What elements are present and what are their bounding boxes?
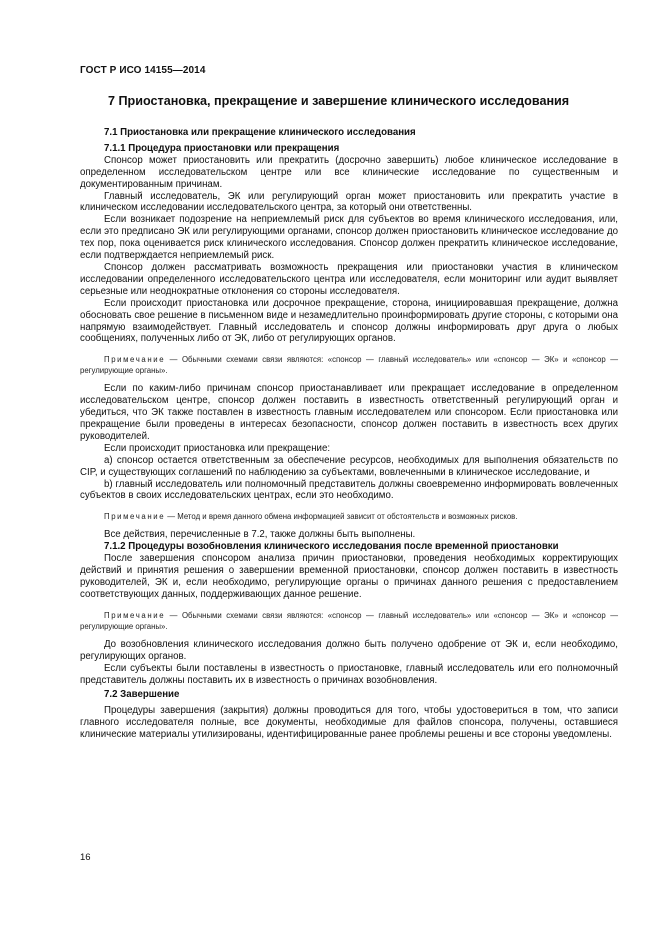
subsection-heading: 7.2 Завершение (104, 689, 180, 701)
paragraph: Спонсор должен рассматривать возможность прекращения или приостановки участия в клиническом исследовании определенного исследовательского центра или исследователя, если мониторинг или аудит выявляет серьезные или неоднократные отклонения со стороны исследователя. (80, 261, 618, 297)
subsubsection-heading: 7.1.1 Процедура приостановки или прекращения (104, 142, 340, 154)
document-header: ГОСТ Р ИСО 14155—2014 (80, 65, 206, 76)
paragraph: Спонсор может приостановить или прекратить (досрочно завершить) любое клиническое исследование в определенном исследовательском центре или все клинические исследование по существенным и документированным причинам. (80, 154, 618, 190)
paragraph: Если субъекты были поставлены в известность о приостановке, главный исследователь или его полномочный представитель должны поставить их в известность о причинах возобновления. (80, 662, 618, 686)
paragraph: После завершения спонсором анализа причин приостановки, проведения необходимых корректирующих действий и принятия решения о завершении временной приостановки, спонсор должен поставить в известность руководителей, ЭК и, если необходимо, регулирующие органы о причинах данного решения с предоставлением соответствующих данных, поддерживающих данное решение. (80, 553, 618, 600)
paragraph: До возобновления клинического исследования должно быть получено одобрение от ЭК и, если необходимо, регулирующих органов. (80, 638, 618, 662)
note-label: Примечание (104, 610, 166, 620)
note-text: — Обычными схемами связи являются: «спонсор — главный исследователь» или «спонсор — ЭК» и «спонсор — регулирующие органы». (80, 610, 618, 631)
page-number: 16 (80, 852, 91, 863)
note (80, 511, 618, 522)
paragraph: Главный исследователь, ЭК или регулирующий орган может приостановить или прекратить участие в клиническом исследовании исследовательского центра, за который они ответственны. (80, 190, 618, 214)
paragraph: Если возникает подозрение на неприемлемый риск для субъектов во время клинического исследования, или, если это предписано ЭК или регулирующими органами, спонсор должен приостановить клиническое исследование до тех пор, пока оценивается риск клинического исследования. Спонсор должен прекратить клиническое исследование, если подтверждается неприемлемый риск. (80, 214, 618, 262)
subsubsection-heading: 7.1.2 Процедуры возобновления клинического исследования после временной приостановки (104, 541, 559, 553)
paragraph: Если по каким-либо причинам спонсор приостанавливает или прекращает исследование в определенном исследовательском центре, спонсор должен поставить в известность ответственный регулирующий орган и убедиться, что ЭК также поставлен в известность главным исследователем или спонсором. Если приостановка или прекращение были проведены в интересах безопасности, спонсор должен поставить в известность всех других руководителей. (80, 383, 618, 442)
note-label: Примечание (104, 355, 166, 365)
subsection-heading: 7.1 Приостановка или прекращение клинического исследования (104, 127, 416, 138)
paragraph: Если происходит приостановка или прекращение: (104, 442, 331, 454)
list-item: b) главный исследователь или полномочный представитель должны своевременно информировать вовлеченных субъектов в своих исследовательских центрах, если это необходимо. (80, 478, 618, 502)
document-body (80, 124, 618, 741)
paragraph: Если происходит приостановка или досрочное прекращение, сторона, инициировавшая прекращение, должна обосновать свое решение в письменном виде и незамедлительно проинформировать другие стороны, с которыми она напрямую взаимодействует. Главный исследователь и спонсор должны информировать друг друга о любых сообщениях, полученных либо от ЭК, либо от регулирующих органов. (80, 297, 618, 345)
note-text: — Обычными схемами связи являются: «спонсор — главный исследователь» или «спонсор — ЭК» и «спонсор — регулирующие органы». (80, 355, 618, 376)
paragraph: Процедуры завершения (закрытия) должны проводиться для того, чтобы удостовериться в том, что записи главного исследователя полные, все документы, необходимые для файлов спонсора, получены, оставшиеся клинические материалы утилизированы, идентифицированные ранее проблемы решены и все стороны уведомлены. (80, 705, 618, 741)
section-title: 7 Приостановка, прекращение и завершение клинического исследования (108, 94, 570, 108)
note-label: Примечание (104, 512, 166, 522)
note (80, 354, 618, 376)
list-item: а) спонсор остается ответственным за обеспечение ресурсов, необходимых для выполнения обязательств по CIP, и существующих соглашений по наблюдению за субъектами, вовлеченными в клиническое исследование, и (80, 454, 618, 478)
note-text: — Метод и время данного обмена информацией зависит от обстоятельств и возможных рисков. (165, 512, 518, 522)
note (80, 610, 618, 632)
paragraph: Все действия, перечисленные в 7.2, также должны быть выполнены. (104, 529, 416, 541)
